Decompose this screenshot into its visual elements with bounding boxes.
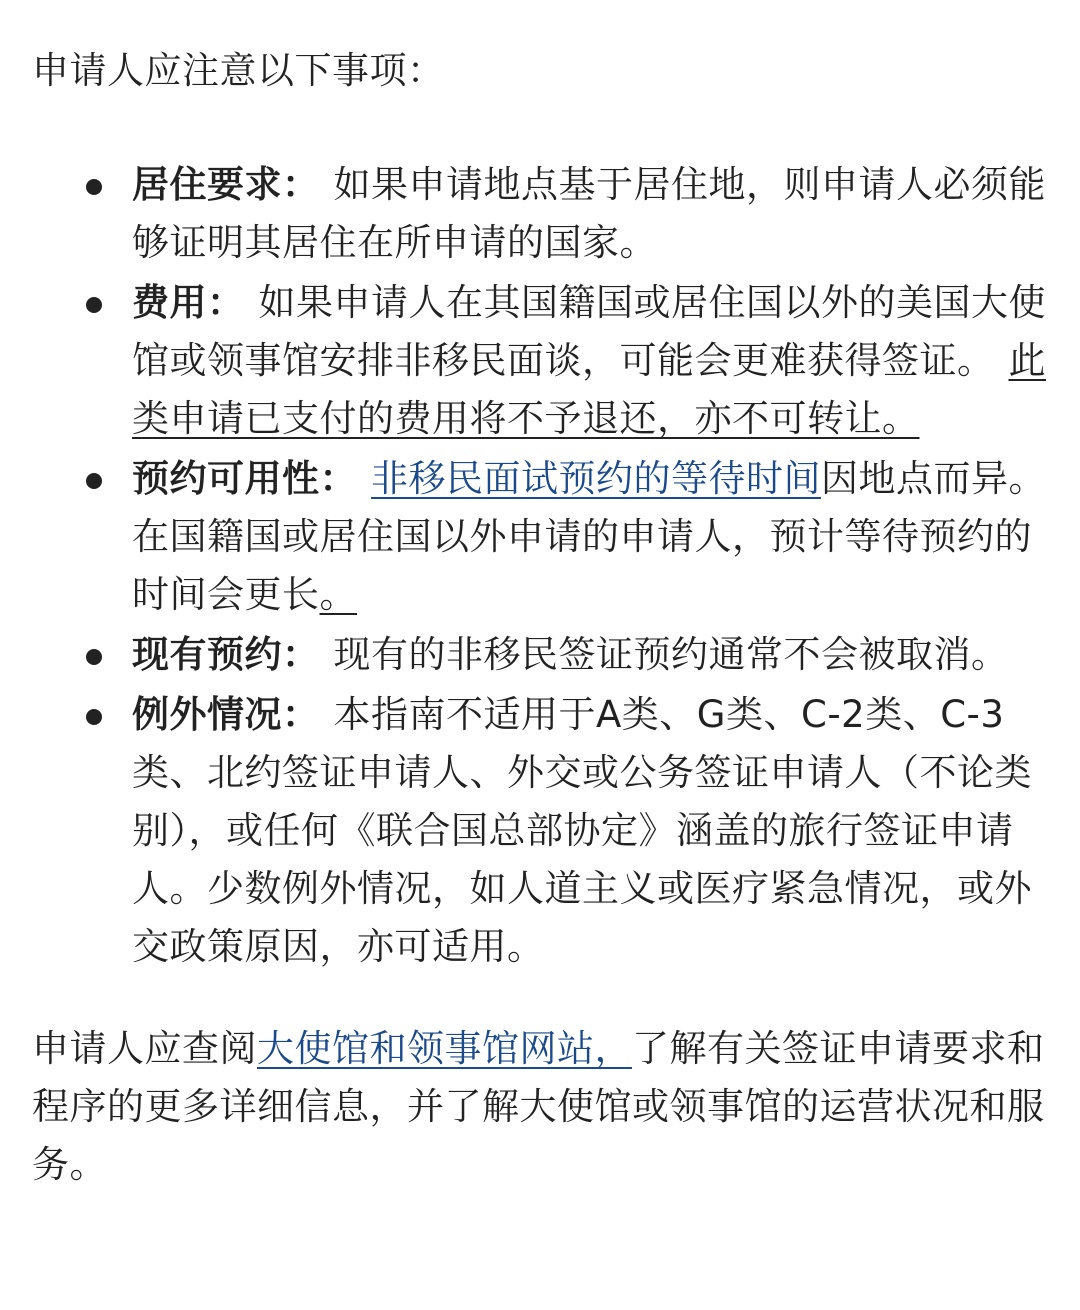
embassy-website-link[interactable]: 大使馆和领事馆网站， xyxy=(257,1027,632,1070)
item-text: 因地点而异。在国籍国或居住国以外申请的申请人，预计等待预约的时间会更长 xyxy=(132,457,1046,616)
wait-times-link[interactable]: 非移民面试预约的等待时间 xyxy=(371,457,821,500)
list-item-residence xyxy=(32,156,1052,272)
item-text: 本指南不适用于A类、G类、C-2类、C-3类、北约签证申请人、外交或公务签证申请人（不论类别），或任何《联合国总部协定》涵盖的旅行签证申请人。少数例外情况，如人道主义或医疗紧急情况，或外交政策原因，亦可适用。 xyxy=(132,693,1032,968)
bullet-icon xyxy=(86,709,102,725)
bullet-icon xyxy=(86,297,102,313)
item-term: 现有预约： xyxy=(132,633,320,676)
item-tail: 。 xyxy=(319,573,357,616)
list-item-availability xyxy=(32,450,1052,624)
item-term: 居住要求： xyxy=(132,163,320,206)
bullet-icon xyxy=(86,179,102,195)
non-refundable-note: 此类申请已支付的费用将不予退还，亦不可转让。 xyxy=(132,339,1046,440)
bullet-icon xyxy=(86,473,102,489)
intro-text: 申请人应注意以下事项： xyxy=(32,49,445,92)
item-text: 现有的非移民签证预约通常不会被取消。 xyxy=(333,633,1009,676)
bullet-icon xyxy=(86,649,102,665)
outro-text xyxy=(32,1020,1052,1194)
list-item-existing xyxy=(32,626,1052,684)
outro-before: 申请人应查阅 xyxy=(32,1027,257,1070)
list-item-exceptions xyxy=(32,686,1052,976)
item-term: 例外情况： xyxy=(132,693,320,736)
list-item-fees xyxy=(32,274,1052,448)
item-text: 如果申请地点基于居住地，则申请人必须能够证明其居住在所申请的国家。 xyxy=(132,163,1046,264)
notice-list xyxy=(32,156,1052,976)
outro-after: 了解有关签证申请要求和程序的更多详细信息，并了解大使馆或领事馆的运营状况和服务。 xyxy=(32,1027,1045,1186)
item-term: 费用： xyxy=(132,281,245,324)
item-term: 预约可用性： xyxy=(132,457,357,500)
item-text: 如果申请人在其国籍国或居住国以外的美国大使馆或领事馆安排非移民面谈，可能会更难获得签证。 xyxy=(132,281,1046,382)
